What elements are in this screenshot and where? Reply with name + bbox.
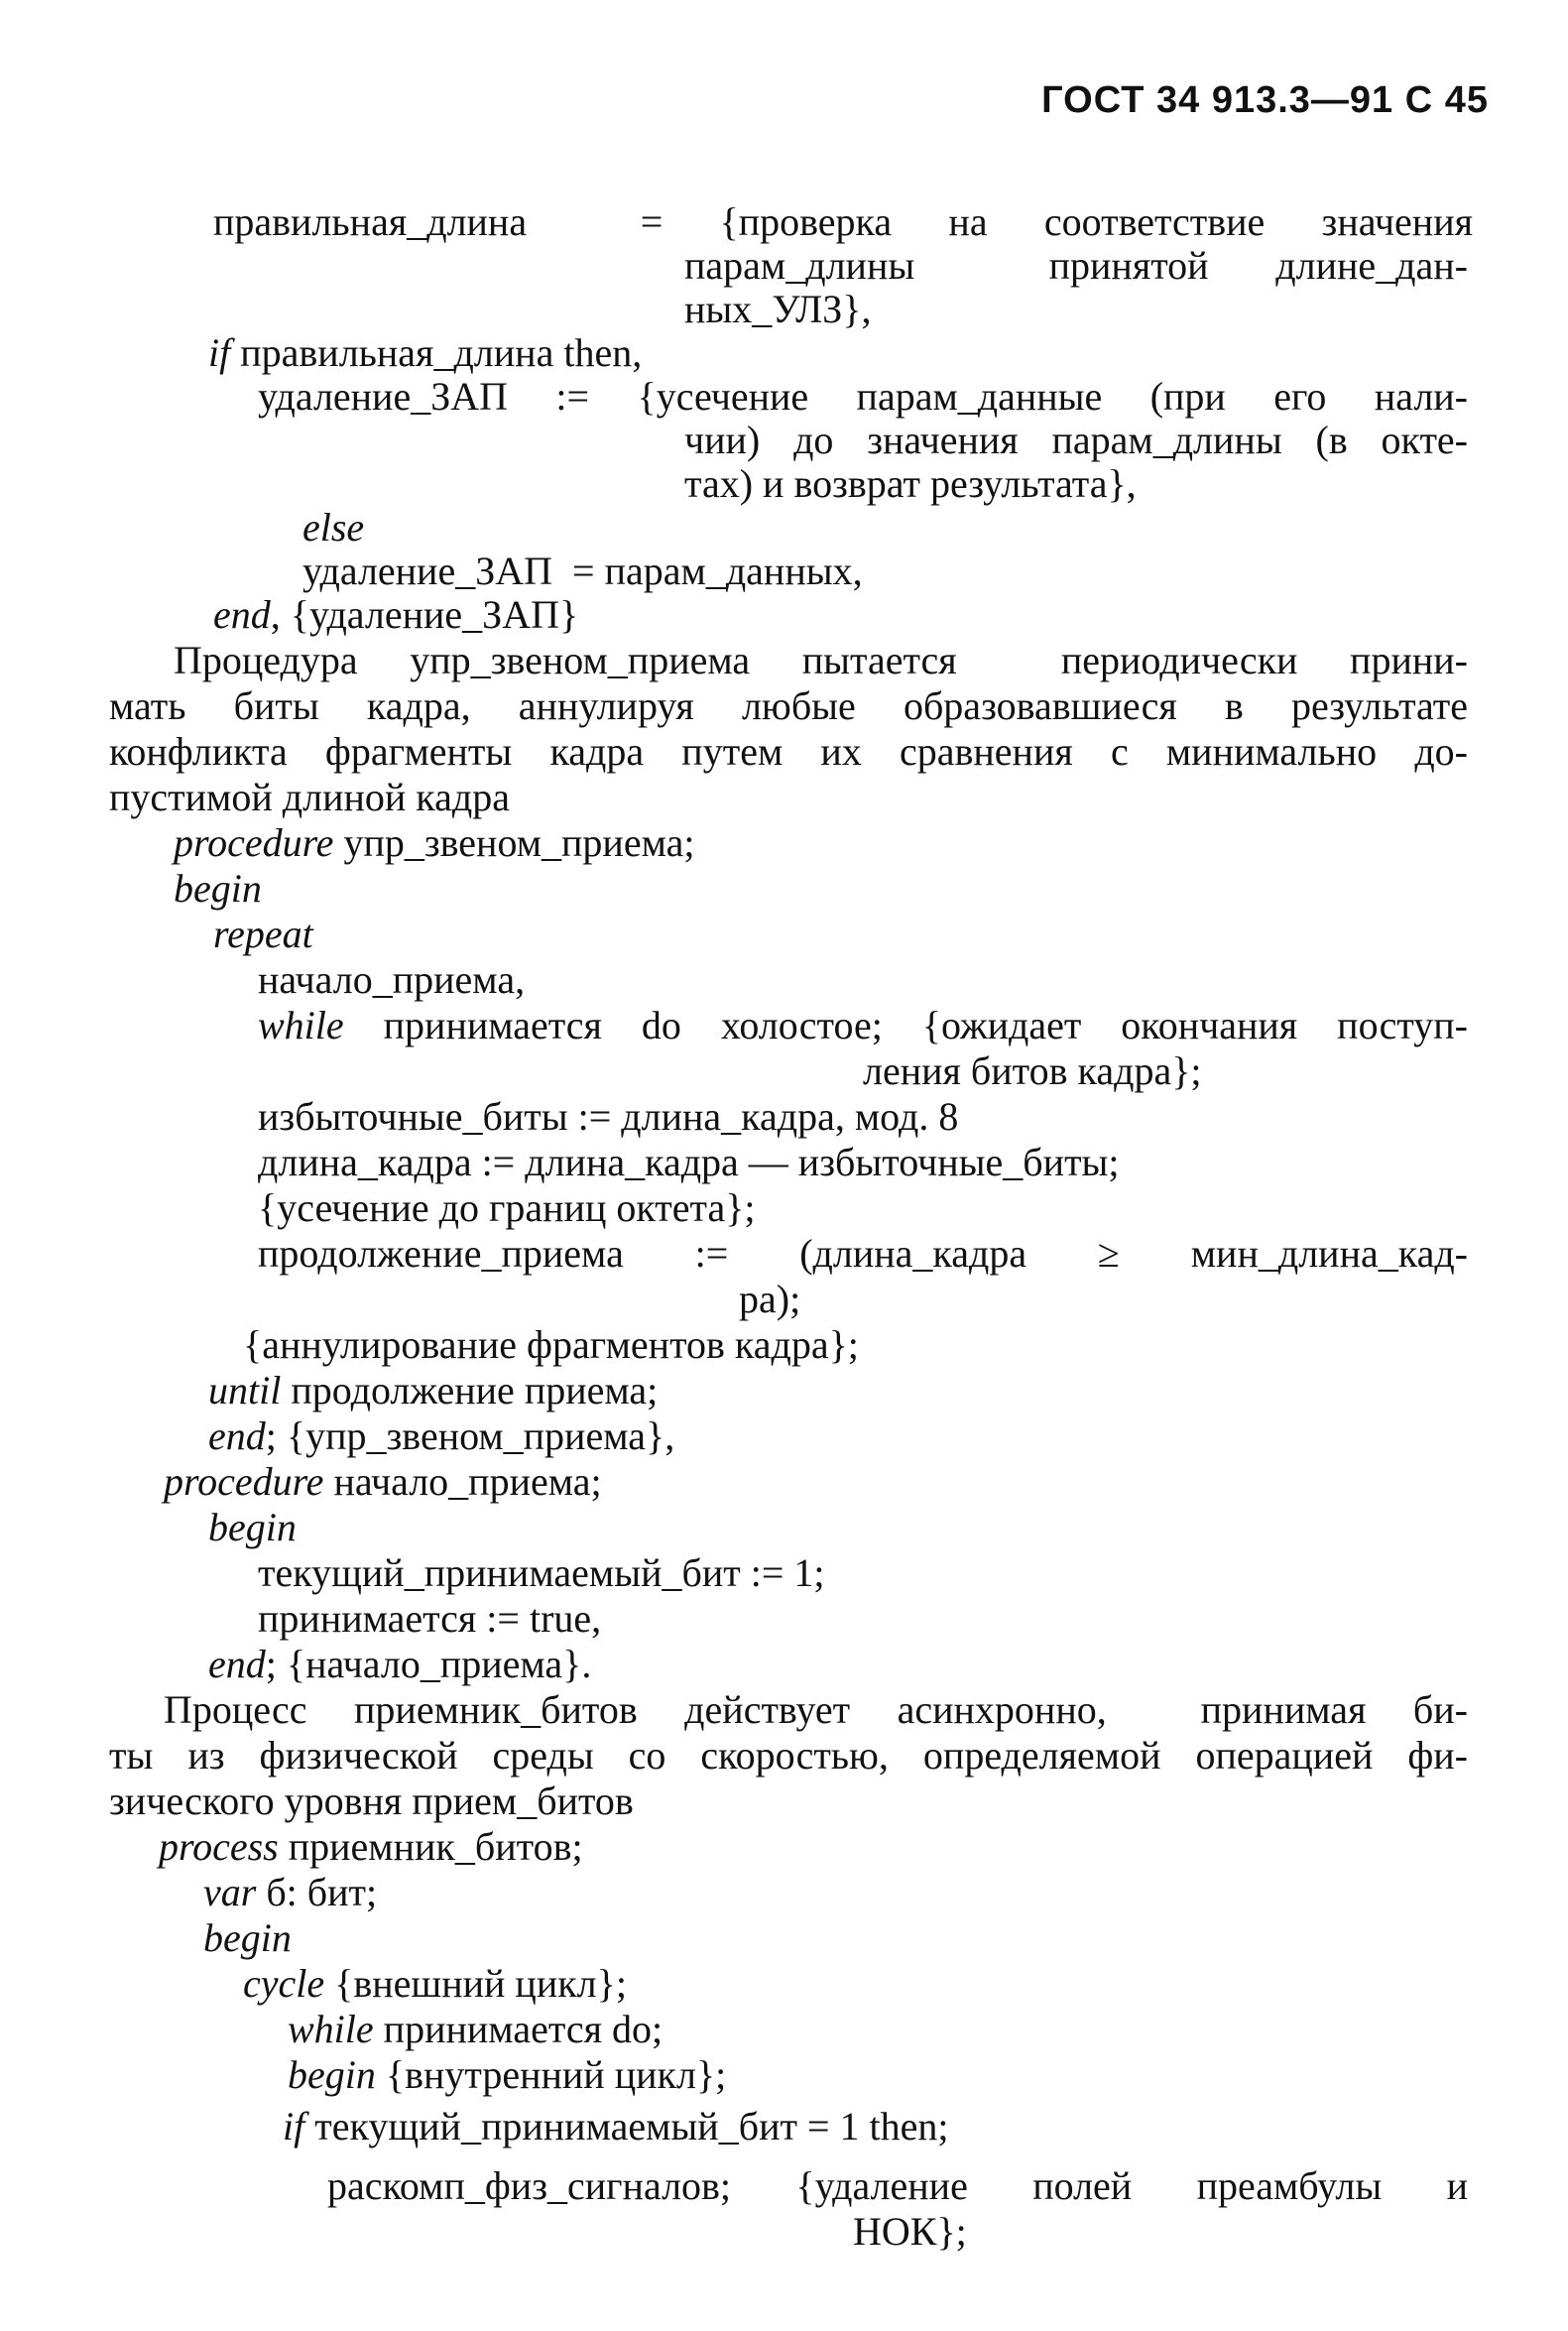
text-line — [208, 1641, 591, 1688]
line-text: ; {начало_приема}. — [265, 1642, 592, 1686]
line-text: упр_звеном_приема; — [333, 820, 695, 865]
keyword: begin — [288, 2052, 376, 2097]
text-line: удаление_ЗАП = парам_данных, — [302, 549, 863, 593]
keyword: repeat — [213, 912, 313, 956]
keyword: end — [213, 592, 271, 637]
text-line: зического уровня прием_битов — [109, 1779, 634, 1823]
line-text: {внутренний цикл}; — [375, 2052, 727, 2097]
keyword: begin — [174, 866, 262, 911]
line-text: начало_приема; — [323, 1459, 602, 1504]
text-line — [302, 504, 364, 552]
keyword: if — [208, 330, 241, 375]
text-line — [208, 329, 642, 377]
text-line: ных_УЛЗ}, — [684, 287, 872, 331]
text-line: длина_кадра := длина_кадра — избыточные_биты; — [258, 1140, 1120, 1184]
line-text: ; {упр_звеном_приема}, — [265, 1413, 675, 1458]
keyword: while — [288, 2007, 374, 2051]
text-line: НОК}; — [853, 2209, 967, 2254]
text-line: продолжение_приема := (длина_кадра ≥ мин_длина_кад- — [258, 1231, 1468, 1276]
keyword: begin — [203, 1915, 292, 1960]
line-text: правильная_длина then, — [240, 330, 643, 375]
keyword: end — [208, 1642, 266, 1686]
text-line: правильная_длина = {проверка на соответствие значения — [213, 199, 1473, 244]
text-line: парам_длины принятой длине_дан- — [684, 243, 1468, 288]
line-text: продолжение приема; — [281, 1368, 659, 1412]
text-line — [243, 1960, 627, 2008]
text-line — [164, 1458, 602, 1506]
text-line: начало_приема, — [258, 957, 526, 1002]
text-line: избыточные_биты := длина_кадра, мод. 8 — [258, 1094, 959, 1139]
keyword: until — [208, 1368, 282, 1412]
keyword: procedure — [174, 820, 334, 865]
text-line: удаление_ЗАП := {усечение парам_данные (при его нали- — [258, 374, 1468, 419]
text-line: пустимой длиной кадра — [109, 775, 510, 819]
text-line: конфликта фрагменты кадра путем их сравнения с минимально до- — [109, 729, 1468, 774]
keyword: else — [302, 505, 365, 550]
text-line: тах) и возврат результата}, — [684, 461, 1137, 506]
text-line: ра); — [739, 1277, 801, 1321]
text-line — [159, 1823, 583, 1871]
keyword: begin — [208, 1505, 297, 1549]
text-line: Процедура упр_звеном_приема пытается периодически прини- — [174, 638, 1468, 682]
text-line: Процесс приемник_битов действует асинхронно, принимая би- — [164, 1687, 1468, 1732]
text-line — [208, 1504, 297, 1551]
text-line — [213, 591, 578, 639]
text-line: {аннулирование фрагментов кадра}; — [243, 1322, 859, 1367]
keyword: end — [208, 1413, 266, 1458]
line-text: принимается do холостое; {ожидает окончания поступ- — [343, 1003, 1468, 1047]
keyword: process — [159, 1824, 279, 1869]
text-line: текущий_принимаемый_бит := 1; — [258, 1550, 825, 1595]
text-line: чии) до значения парам_длины (в окте- — [684, 418, 1468, 462]
text-line: принимается := true, — [258, 1596, 602, 1641]
line-text: принимается do; — [373, 2007, 663, 2051]
text-line — [208, 1367, 658, 1414]
keyword: cycle — [243, 1961, 325, 2006]
text-line — [174, 865, 262, 913]
text-line — [258, 1002, 1468, 1049]
line-text: {внешний цикл}; — [324, 1961, 627, 2006]
line-text: текущий_принимаемый_бит = 1 then; — [304, 2104, 949, 2148]
line-text: б: бит; — [256, 1870, 378, 1914]
keyword: while — [258, 1003, 344, 1047]
keyword: procedure — [164, 1459, 324, 1504]
text-line — [208, 1412, 674, 1460]
text-line — [288, 2006, 663, 2053]
text-line — [203, 1869, 377, 1916]
text-line: ты из физической среды со скоростью, определяемой операцией фи- — [109, 1733, 1468, 1778]
keyword: if — [283, 2104, 305, 2148]
text-line: ления битов кадра}; — [863, 1048, 1202, 1093]
text-line: {усечение до границ октета}; — [258, 1185, 756, 1230]
text-line — [288, 2051, 726, 2099]
text-line — [213, 911, 313, 958]
line-text: приемник_битов; — [278, 1824, 583, 1869]
text-line: раскомп_физ_сигналов; {удаление полей преамбулы и — [327, 2163, 1468, 2208]
text-line — [283, 2103, 949, 2150]
text-line: мать биты кадра, аннулируя любые образовавшиеся в результате — [109, 683, 1468, 728]
text-line — [203, 1914, 292, 1962]
line-text: , {удаление_ЗАП} — [270, 592, 579, 637]
page-header: ГОСТ 34 913.3—91 С 45 — [1041, 79, 1489, 121]
keyword: var — [203, 1870, 257, 1914]
text-line — [174, 819, 694, 867]
